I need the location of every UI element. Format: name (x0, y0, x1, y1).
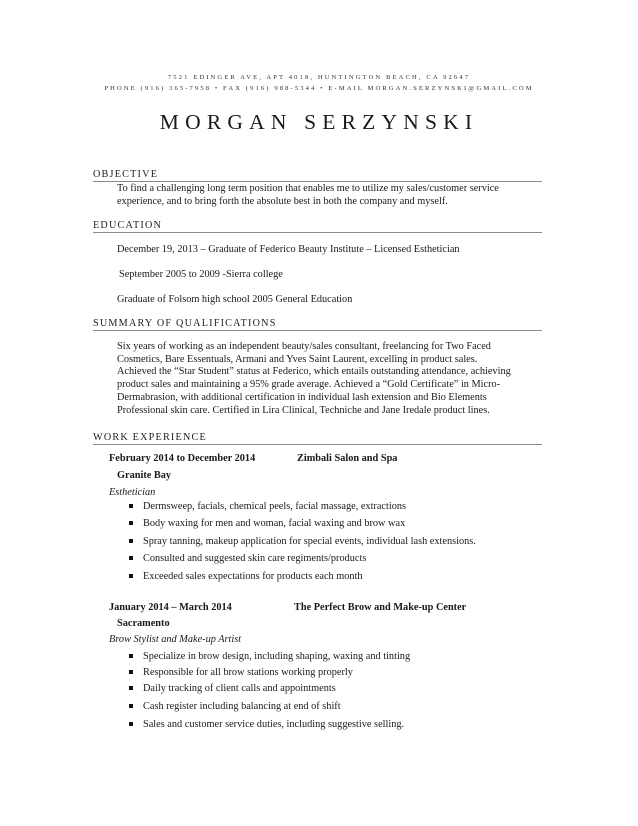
job-location: Sacramento (117, 618, 170, 629)
duty-item (129, 517, 405, 530)
bullet-icon (129, 556, 133, 560)
duty-text: Body waxing for men and woman, facial waxing and brow wax (143, 518, 406, 529)
bullet-icon (129, 574, 133, 578)
duty-text: Dermsweep, facials, chemical peels, facial massage, extractions (143, 501, 407, 512)
bullet-icon (129, 521, 133, 525)
summary-line: Achieved the “Star Student” status at Federico, which entails outstanding attendance, achieving (117, 366, 511, 378)
duty-text: Consulted and suggested skin care regiments/products (143, 553, 367, 564)
duty-item (129, 552, 366, 565)
section-heading-work: WORK EXPERIENCE (93, 431, 542, 445)
objective-text (117, 183, 547, 208)
bullet-icon (129, 539, 133, 543)
job-location: Granite Bay (117, 470, 172, 481)
summary-line: Six years of working as an independent beauty/sales consultant, freelancing for Two Faced (117, 341, 491, 352)
objective-line: experience, and to bring forth the absolute best in both the company and myself. (117, 195, 448, 207)
summary-line: Professional skin care. Certified in Lira Clinical, Techniche and Jane Iredale product lines. (117, 404, 490, 416)
duty-text: Spray tanning, makeup application for special events, individual lash extensions. (143, 536, 476, 547)
section-heading-objective: OBJECTIVE (93, 168, 542, 182)
job-dates: January 2014 – March 2014 (109, 602, 232, 613)
section-heading-education: EDUCATION (93, 219, 542, 233)
summary-line: Dermabrasion, with additional certification in individual lash extension and Bio Elements (117, 391, 487, 403)
contact-line: PHONE (916) 365-7958 • FAX (916) 988-5344 • E-MAIL MORGAN.SERZYNSKI@GMAIL.COM (104, 85, 534, 92)
bullet-icon (129, 722, 133, 726)
objective-line: To find a challenging long term position that enables me to utilize my sales/customer service (117, 183, 499, 194)
duty-item (129, 570, 363, 583)
bullet-icon (129, 686, 133, 690)
education-item: September 2005 to 2009 -Sierra college (119, 269, 283, 280)
duty-text: Daily tracking of client calls and appointments (143, 683, 336, 694)
bullet-icon (129, 670, 133, 674)
duty-text: Sales and customer service duties, including suggestive selling. (143, 719, 405, 730)
duty-item (129, 535, 476, 548)
duty-item (129, 666, 353, 679)
candidate-name: MORGAN SERZYNSKI (159, 110, 479, 134)
duty-item (129, 682, 336, 695)
address-line: 7521 EDINGER AVE, APT 4018, HUNTINGTON BEACH, CA 92647 (167, 74, 471, 81)
duty-item (129, 718, 404, 731)
job-employer: The Perfect Brow and Make-up Center (294, 602, 467, 613)
duty-text: Cash register including balancing at end of shift (143, 701, 341, 712)
education-item: Graduate of Folsom high school 2005 General Education (117, 294, 353, 305)
summary-line: Cosmetics, Bare Essentuals, Armani and Yves Saint Laurent, excelling in product sales. (117, 353, 478, 365)
bullet-icon (129, 704, 133, 708)
duty-item (129, 650, 410, 663)
bullet-icon (129, 504, 133, 508)
summary-line: product sales and maintaining a 95% grade average. Achieved a “Gold Certificate” in Micro- (117, 379, 501, 391)
section-heading-summary: SUMMARY OF QUALIFICATIONS (93, 317, 542, 331)
summary-text (117, 341, 547, 417)
bullet-icon (129, 654, 133, 658)
duty-text: Exceeded sales expectations for products each month (143, 571, 363, 582)
job-title: Brow Stylist and Make-up Artist (109, 634, 242, 645)
education-item: December 19, 2013 – Graduate of Federico Beauty Institute – Licensed Esthetician (117, 244, 460, 255)
job-title: Esthetician (109, 487, 156, 498)
duty-text: Responsible for all brow stations working properly (143, 667, 353, 678)
job-dates: February 2014 to December 2014 (109, 453, 256, 464)
duty-item (129, 500, 406, 513)
duty-item (129, 700, 341, 713)
duty-text: Specialize in brow design, including shaping, waxing and tinting (143, 651, 411, 662)
job-employer: Zimbali Salon and Spa (297, 453, 398, 464)
